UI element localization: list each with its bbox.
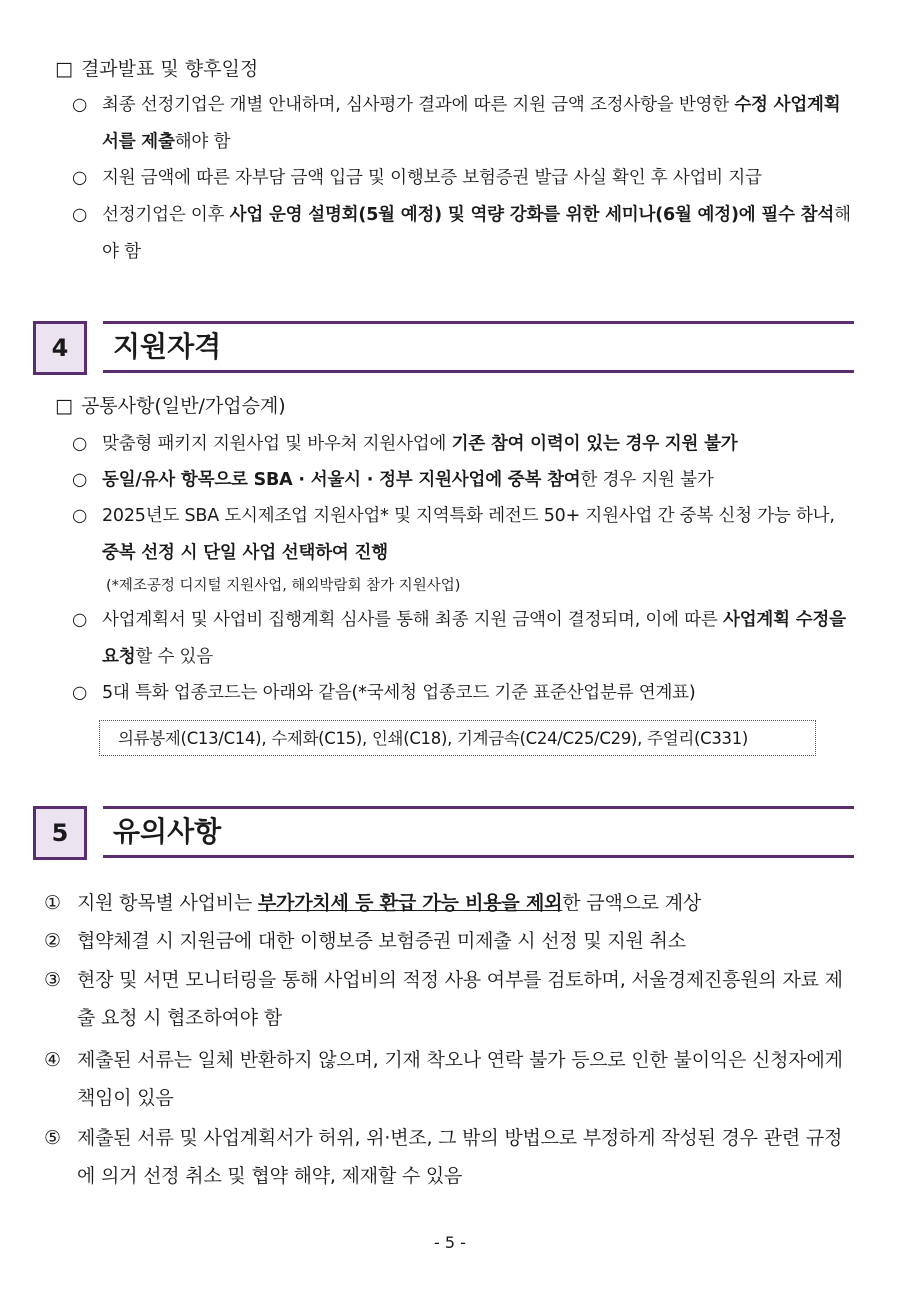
caution-item-5: ⑤ 제출된 서류 및 사업계획서가 허위, 위·변조, 그 밖의 방법으로 부정하게 작성된 경우 관련 규정에 의거 선정 취소 및 협약 해약, 제재할 수 있음 (44, 1119, 856, 1195)
circle-bullet-icon: ○ (72, 168, 88, 188)
results-item-3: ○ 선정기업은 이후 사업 운영 설명회(5월 예정) 및 역량 강화를 위한 세미나(6월 예정)에 필수 참석해야 함 (72, 197, 854, 271)
results-item-2: ○ 지원 금액에 따른 자부담 금액 입금 및 이행보증 보험증권 발급 사실 확인 후 사업비 지급 (72, 160, 854, 197)
square-bullet-icon: □ (55, 58, 73, 80)
results-item-1: ○ 최종 선정기업은 개별 안내하며, 심사평가 결과에 따른 지원 금액 조정사항을 반영한 수정 사업계획서를 제출해야 함 (72, 87, 854, 161)
eligibility-item-5: ○ 5대 특화 업종코드는 아래와 같음(*국세청 업종코드 기준 표준산업분류 연계표) (72, 675, 854, 712)
divider (103, 321, 854, 324)
section-number: 5 (33, 806, 87, 860)
circle-bullet-icon: ○ (72, 470, 88, 490)
circle-bullet-icon: ○ (72, 95, 88, 115)
eligibility-item-3: ○ 2025년도 SBA 도시제조업 지원사업* 및 지역특화 레전드 50+ 지원사업 간 중복 신청 가능 하나, 중복 선정 시 단일 사업 선택하여 진행 (72, 498, 854, 572)
circled-two-icon: ② (44, 930, 61, 952)
caution-item-2: ② 협약체결 시 지원금에 대한 이행보증 보험증권 미제출 시 선정 및 지원 취소 (44, 922, 856, 960)
results-heading: □ 결과발표 및 향후일정 (55, 58, 259, 80)
eligibility-item-4: ○ 사업계획서 및 사업비 집행계획 심사를 통해 최종 지원 금액이 결정되며, 이에 따른 사업계획 수정을 요청할 수 있음 (72, 602, 854, 676)
common-heading: □ 공통사항(일반/가업승계) (55, 395, 286, 417)
eligibility-item-2: ○ 동일/유사 항목으로 SBA · 서울시 · 정부 지원사업에 중복 참여한 경우 지원 불가 (72, 462, 854, 499)
footnote: (*제조공정 디지털 지원사업, 해외박람회 참가 지원사업) (106, 578, 461, 594)
circle-bullet-icon: ○ (72, 434, 88, 454)
eligibility-item-1: ○ 맞춤형 패키지 지원사업 및 바우처 지원사업에 기존 참여 이력이 있는 경우 지원 불가 (72, 426, 854, 463)
square-bullet-icon: □ (55, 395, 73, 417)
section-title: 유의사항 (113, 815, 222, 848)
divider (103, 806, 854, 809)
divider (103, 370, 854, 373)
circled-five-icon: ⑤ (44, 1127, 61, 1149)
caution-item-3: ③ 현장 및 서면 모니터링을 통해 사업비의 적정 사용 여부를 검토하며, 서울경제진흥원의 자료 제출 요청 시 협조하여야 함 (44, 961, 856, 1037)
industry-codes-box: 의류봉제(C13/C14), 수제화(C15), 인쇄(C18), 기계금속(C24/C25/C29), 주얼리(C331) (99, 720, 816, 756)
circle-bullet-icon: ○ (72, 506, 88, 526)
section-4-header (33, 321, 854, 375)
circled-one-icon: ① (44, 892, 61, 914)
section-number: 4 (33, 321, 87, 375)
circle-bullet-icon: ○ (72, 205, 88, 225)
page-number: - 5 - (434, 1233, 466, 1252)
section-5-header (33, 806, 854, 860)
circle-bullet-icon: ○ (72, 610, 88, 630)
caution-item-4: ④ 제출된 서류는 일체 반환하지 않으며, 기재 착오나 연락 불가 등으로 인한 불이익은 신청자에게 책임이 있음 (44, 1041, 856, 1117)
caution-item-1: ① 지원 항목별 사업비는 부가가치세 등 환급 가능 비용을 제외한 금액으로 계상 (44, 884, 856, 922)
section-title: 지원자격 (113, 330, 222, 363)
circled-four-icon: ④ (44, 1049, 61, 1071)
circled-three-icon: ③ (44, 969, 61, 991)
circle-bullet-icon: ○ (72, 683, 88, 703)
divider (103, 855, 854, 858)
